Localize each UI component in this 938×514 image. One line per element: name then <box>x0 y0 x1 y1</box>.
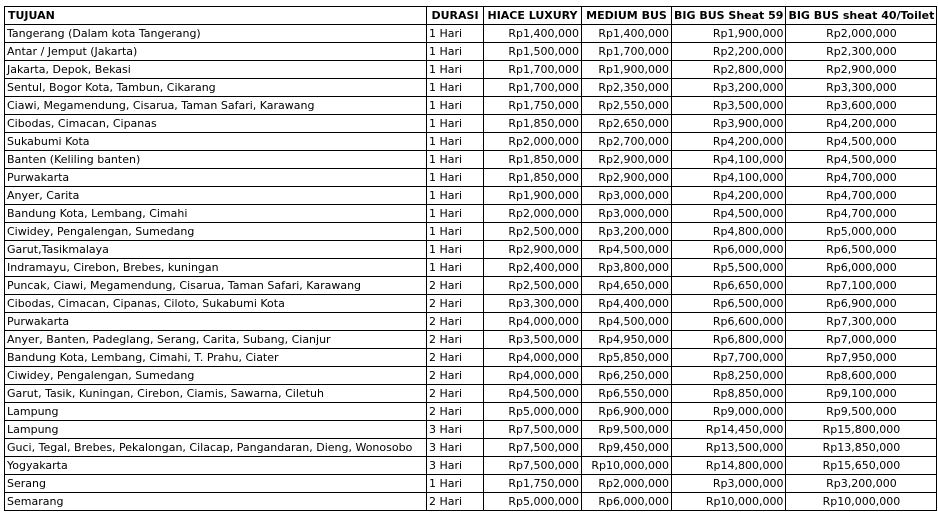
cell-hiace: Rp1,900,000 <box>484 187 582 205</box>
cell-big40: Rp4,500,000 <box>786 151 937 169</box>
cell-big40: Rp6,000,000 <box>786 259 937 277</box>
table-row <box>5 151 937 169</box>
cell-tujuan: Tangerang (Dalam kota Tangerang) <box>5 25 427 43</box>
cell-durasi: 1 Hari <box>427 205 484 223</box>
table-row <box>5 349 937 367</box>
cell-medium: Rp3,200,000 <box>582 223 672 241</box>
cell-hiace: Rp5,000,000 <box>484 403 582 421</box>
cell-hiace: Rp2,500,000 <box>484 277 582 295</box>
cell-hiace: Rp4,000,000 <box>484 313 582 331</box>
cell-tujuan: Guci, Tegal, Brebes, Pekalongan, Cilacap, Pangandaran, Dieng, Wonosobo <box>5 439 427 457</box>
cell-tujuan: Banten (Keliling banten) <box>5 151 427 169</box>
table-row <box>5 169 937 187</box>
cell-big40: Rp9,100,000 <box>786 385 937 403</box>
table-row <box>5 61 937 79</box>
cell-medium: Rp9,450,000 <box>582 439 672 457</box>
table-row <box>5 187 937 205</box>
table-row <box>5 403 937 421</box>
header-medium: MEDIUM BUS <box>582 7 672 25</box>
cell-durasi: 2 Hari <box>427 493 484 511</box>
cell-durasi: 3 Hari <box>427 439 484 457</box>
cell-medium: Rp6,000,000 <box>582 493 672 511</box>
cell-tujuan: Semarang <box>5 493 427 511</box>
table-row <box>5 133 937 151</box>
cell-medium: Rp1,400,000 <box>582 25 672 43</box>
cell-durasi: 2 Hari <box>427 403 484 421</box>
cell-big40: Rp4,200,000 <box>786 115 937 133</box>
cell-medium: Rp4,500,000 <box>582 241 672 259</box>
cell-hiace: Rp1,750,000 <box>484 475 582 493</box>
cell-durasi: 1 Hari <box>427 241 484 259</box>
cell-hiace: Rp4,000,000 <box>484 367 582 385</box>
cell-durasi: 1 Hari <box>427 151 484 169</box>
table-row <box>5 331 937 349</box>
cell-big40: Rp7,000,000 <box>786 331 937 349</box>
cell-medium: Rp4,400,000 <box>582 295 672 313</box>
cell-medium: Rp2,900,000 <box>582 151 672 169</box>
spreadsheet-sheet <box>4 6 937 511</box>
table-row <box>5 367 937 385</box>
cell-big59: Rp7,700,000 <box>672 349 786 367</box>
cell-big40: Rp3,200,000 <box>786 475 937 493</box>
cell-durasi: 2 Hari <box>427 349 484 367</box>
cell-big40: Rp4,500,000 <box>786 133 937 151</box>
cell-big59: Rp4,200,000 <box>672 187 786 205</box>
table-row <box>5 475 937 493</box>
cell-tujuan: Anyer, Carita <box>5 187 427 205</box>
cell-hiace: Rp7,500,000 <box>484 457 582 475</box>
cell-tujuan: Bandung Kota, Lembang, Cimahi, T. Prahu, Ciater <box>5 349 427 367</box>
cell-big40: Rp9,500,000 <box>786 403 937 421</box>
cell-tujuan: Yogyakarta <box>5 457 427 475</box>
cell-medium: Rp2,000,000 <box>582 475 672 493</box>
cell-durasi: 3 Hari <box>427 421 484 439</box>
cell-durasi: 1 Hari <box>427 169 484 187</box>
cell-medium: Rp6,250,000 <box>582 367 672 385</box>
cell-hiace: Rp2,400,000 <box>484 259 582 277</box>
cell-durasi: 1 Hari <box>427 223 484 241</box>
cell-big40: Rp6,500,000 <box>786 241 937 259</box>
cell-medium: Rp3,000,000 <box>582 205 672 223</box>
cell-durasi: 2 Hari <box>427 367 484 385</box>
header-big40: BIG BUS sheat 40/Toilet <box>786 7 937 25</box>
cell-medium: Rp4,500,000 <box>582 313 672 331</box>
cell-hiace: Rp2,500,000 <box>484 223 582 241</box>
cell-durasi: 2 Hari <box>427 277 484 295</box>
header-hiace: HIACE LUXURY <box>484 7 582 25</box>
cell-durasi: 1 Hari <box>427 43 484 61</box>
table-body <box>5 25 937 511</box>
cell-tujuan: Cibodas, Cimacan, Cipanas, Ciloto, Sukabumi Kota <box>5 295 427 313</box>
table-row <box>5 43 937 61</box>
cell-durasi: 1 Hari <box>427 25 484 43</box>
cell-tujuan: Puncak, Ciawi, Megamendung, Cisarua, Taman Safari, Karawang <box>5 277 427 295</box>
cell-tujuan: Jakarta, Depok, Bekasi <box>5 61 427 79</box>
cell-big40: Rp7,100,000 <box>786 277 937 295</box>
cell-big59: Rp4,100,000 <box>672 151 786 169</box>
header-tujuan: TUJUAN <box>5 7 427 25</box>
cell-big40: Rp2,900,000 <box>786 61 937 79</box>
cell-big40: Rp15,800,000 <box>786 421 937 439</box>
table-row <box>5 385 937 403</box>
table-row <box>5 259 937 277</box>
cell-big59: Rp3,500,000 <box>672 97 786 115</box>
cell-durasi: 1 Hari <box>427 97 484 115</box>
cell-tujuan: Purwakarta <box>5 169 427 187</box>
cell-big59: Rp8,250,000 <box>672 367 786 385</box>
cell-medium: Rp10,000,000 <box>582 457 672 475</box>
cell-tujuan: Garut,Tasikmalaya <box>5 241 427 259</box>
cell-hiace: Rp1,750,000 <box>484 97 582 115</box>
cell-medium: Rp2,650,000 <box>582 115 672 133</box>
cell-hiace: Rp1,850,000 <box>484 169 582 187</box>
cell-tujuan: Ciwidey, Pengalengan, Sumedang <box>5 367 427 385</box>
table-row <box>5 295 937 313</box>
cell-big40: Rp2,300,000 <box>786 43 937 61</box>
header-durasi: DURASI <box>427 7 484 25</box>
cell-tujuan: Cibodas, Cimacan, Cipanas <box>5 115 427 133</box>
cell-tujuan: Ciawi, Megamendung, Cisarua, Taman Safari, Karawang <box>5 97 427 115</box>
cell-big59: Rp2,800,000 <box>672 61 786 79</box>
cell-big59: Rp4,100,000 <box>672 169 786 187</box>
cell-hiace: Rp7,500,000 <box>484 439 582 457</box>
cell-big59: Rp14,450,000 <box>672 421 786 439</box>
cell-big59: Rp13,500,000 <box>672 439 786 457</box>
cell-big59: Rp5,500,000 <box>672 259 786 277</box>
cell-tujuan: Lampung <box>5 421 427 439</box>
cell-big59: Rp10,000,000 <box>672 493 786 511</box>
cell-medium: Rp4,950,000 <box>582 331 672 349</box>
table-row <box>5 115 937 133</box>
cell-hiace: Rp1,400,000 <box>484 25 582 43</box>
cell-big59: Rp6,650,000 <box>672 277 786 295</box>
cell-medium: Rp2,350,000 <box>582 79 672 97</box>
cell-medium: Rp3,800,000 <box>582 259 672 277</box>
cell-medium: Rp5,850,000 <box>582 349 672 367</box>
table-row <box>5 421 937 439</box>
cell-durasi: 1 Hari <box>427 187 484 205</box>
cell-medium: Rp3,000,000 <box>582 187 672 205</box>
cell-tujuan: Indramayu, Cirebon, Brebes, kuningan <box>5 259 427 277</box>
cell-big59: Rp6,600,000 <box>672 313 786 331</box>
cell-durasi: 2 Hari <box>427 385 484 403</box>
cell-big59: Rp3,900,000 <box>672 115 786 133</box>
table-header <box>5 7 937 25</box>
cell-medium: Rp1,900,000 <box>582 61 672 79</box>
cell-tujuan: Lampung <box>5 403 427 421</box>
table-row <box>5 313 937 331</box>
header-row <box>5 7 937 25</box>
cell-hiace: Rp1,700,000 <box>484 61 582 79</box>
cell-hiace: Rp4,500,000 <box>484 385 582 403</box>
cell-durasi: 1 Hari <box>427 61 484 79</box>
cell-big40: Rp4,700,000 <box>786 205 937 223</box>
cell-hiace: Rp1,700,000 <box>484 79 582 97</box>
cell-big40: Rp4,700,000 <box>786 169 937 187</box>
cell-hiace: Rp3,500,000 <box>484 331 582 349</box>
cell-big40: Rp13,850,000 <box>786 439 937 457</box>
cell-tujuan: Sentul, Bogor Kota, Tambun, Cikarang <box>5 79 427 97</box>
cell-big40: Rp2,000,000 <box>786 25 937 43</box>
table-row <box>5 493 937 511</box>
cell-durasi: 2 Hari <box>427 313 484 331</box>
cell-big59: Rp6,500,000 <box>672 295 786 313</box>
cell-tujuan: Anyer, Banten, Padeglang, Serang, Carita, Subang, Cianjur <box>5 331 427 349</box>
cell-durasi: 1 Hari <box>427 115 484 133</box>
cell-big59: Rp6,000,000 <box>672 241 786 259</box>
cell-hiace: Rp3,300,000 <box>484 295 582 313</box>
cell-durasi: 1 Hari <box>427 475 484 493</box>
cell-tujuan: Serang <box>5 475 427 493</box>
rental-price-table <box>4 6 937 511</box>
cell-medium: Rp4,650,000 <box>582 277 672 295</box>
cell-medium: Rp6,900,000 <box>582 403 672 421</box>
cell-big40: Rp3,300,000 <box>786 79 937 97</box>
cell-tujuan: Purwakarta <box>5 313 427 331</box>
table-row <box>5 277 937 295</box>
cell-big40: Rp15,650,000 <box>786 457 937 475</box>
cell-durasi: 1 Hari <box>427 79 484 97</box>
cell-big59: Rp4,800,000 <box>672 223 786 241</box>
table-row <box>5 205 937 223</box>
cell-hiace: Rp4,000,000 <box>484 349 582 367</box>
table-row <box>5 241 937 259</box>
table-row <box>5 457 937 475</box>
cell-medium: Rp2,700,000 <box>582 133 672 151</box>
cell-tujuan: Bandung Kota, Lembang, Cimahi <box>5 205 427 223</box>
cell-big59: Rp3,000,000 <box>672 475 786 493</box>
table-row <box>5 439 937 457</box>
cell-hiace: Rp1,500,000 <box>484 43 582 61</box>
cell-durasi: 2 Hari <box>427 331 484 349</box>
cell-big59: Rp4,200,000 <box>672 133 786 151</box>
cell-durasi: 3 Hari <box>427 457 484 475</box>
cell-tujuan: Antar / Jemput (Jakarta) <box>5 43 427 61</box>
cell-durasi: 2 Hari <box>427 295 484 313</box>
cell-medium: Rp6,550,000 <box>582 385 672 403</box>
table-row <box>5 97 937 115</box>
table-row <box>5 25 937 43</box>
cell-medium: Rp2,900,000 <box>582 169 672 187</box>
cell-hiace: Rp2,900,000 <box>484 241 582 259</box>
cell-big40: Rp4,700,000 <box>786 187 937 205</box>
cell-medium: Rp1,700,000 <box>582 43 672 61</box>
cell-big59: Rp6,800,000 <box>672 331 786 349</box>
table-row <box>5 79 937 97</box>
cell-big40: Rp8,600,000 <box>786 367 937 385</box>
cell-big59: Rp3,200,000 <box>672 79 786 97</box>
cell-tujuan: Sukabumi Kota <box>5 133 427 151</box>
cell-tujuan: Garut, Tasik, Kuningan, Cirebon, Ciamis, Sawarna, Ciletuh <box>5 385 427 403</box>
cell-big59: Rp2,200,000 <box>672 43 786 61</box>
cell-medium: Rp2,550,000 <box>582 97 672 115</box>
cell-big59: Rp8,850,000 <box>672 385 786 403</box>
cell-big40: Rp3,600,000 <box>786 97 937 115</box>
cell-big59: Rp9,000,000 <box>672 403 786 421</box>
cell-durasi: 1 Hari <box>427 259 484 277</box>
cell-big59: Rp4,500,000 <box>672 205 786 223</box>
cell-tujuan: Ciwidey, Pengalengan, Sumedang <box>5 223 427 241</box>
cell-big40: Rp5,000,000 <box>786 223 937 241</box>
header-big59: BIG BUS Sheat 59 <box>672 7 786 25</box>
cell-hiace: Rp2,000,000 <box>484 205 582 223</box>
cell-big40: Rp6,900,000 <box>786 295 937 313</box>
cell-big40: Rp7,300,000 <box>786 313 937 331</box>
cell-hiace: Rp7,500,000 <box>484 421 582 439</box>
cell-big59: Rp14,800,000 <box>672 457 786 475</box>
cell-hiace: Rp5,000,000 <box>484 493 582 511</box>
cell-big59: Rp1,900,000 <box>672 25 786 43</box>
cell-hiace: Rp2,000,000 <box>484 133 582 151</box>
cell-hiace: Rp1,850,000 <box>484 115 582 133</box>
cell-big40: Rp10,000,000 <box>786 493 937 511</box>
cell-hiace: Rp1,850,000 <box>484 151 582 169</box>
cell-big40: Rp7,950,000 <box>786 349 937 367</box>
cell-durasi: 1 Hari <box>427 133 484 151</box>
table-row <box>5 223 937 241</box>
cell-medium: Rp9,500,000 <box>582 421 672 439</box>
